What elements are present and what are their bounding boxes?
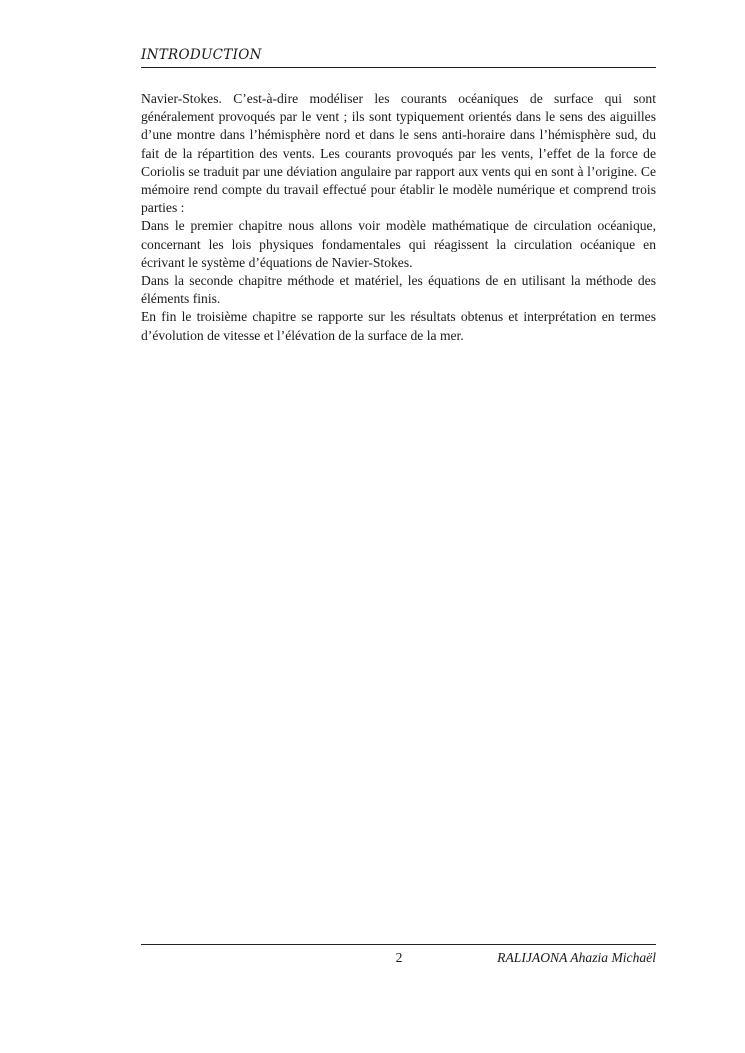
paragraph-2: Dans le premier chapitre nous allons voir modèle mathématique de circulation océanique, concernant les lois physiques fondamentales qui réagissent la circulation océanique en écrivant le système d’équations de Navier-Stokes. (141, 218, 656, 270)
paragraph-4: En fin le troisième chapitre se rapporte sur les résultats obtenus et interprétation en termes d’évolution de vitesse et l’élévation de la surface de la mer. (141, 309, 656, 343)
footer-author: RALIJAONA Ahazia Michaël (497, 950, 656, 965)
running-header-title: INTRODUCTION (141, 47, 262, 63)
footer-rule (141, 944, 656, 945)
paragraph-1: Navier-Stokes. C’est-à-dire modéliser les courants océaniques de surface qui sont généralement provoqués par le vent ; ils sont typiquement orientés dans le sens des aiguilles d’une montre dans l’hémisphère nord et dans le sens anti-horaire dans l’hémisphère sud, du fait de la répartition des vents. Les courants provoqués par les vents, l’effet de la force de Coriolis se traduit par une déviation angulaire par rapport aux vents qui en sont à l’origine. Ce mémoire rend compte du travail effectué pour établir le modèle numérique et comprend trois parties : (141, 91, 656, 216)
header-rule (141, 67, 656, 68)
page-number: 2 (395, 950, 403, 965)
body-text (141, 90, 656, 345)
paragraph-3: Dans la seconde chapitre méthode et matériel, les équations de en utilisant la méthode des éléments finis. (141, 273, 656, 307)
